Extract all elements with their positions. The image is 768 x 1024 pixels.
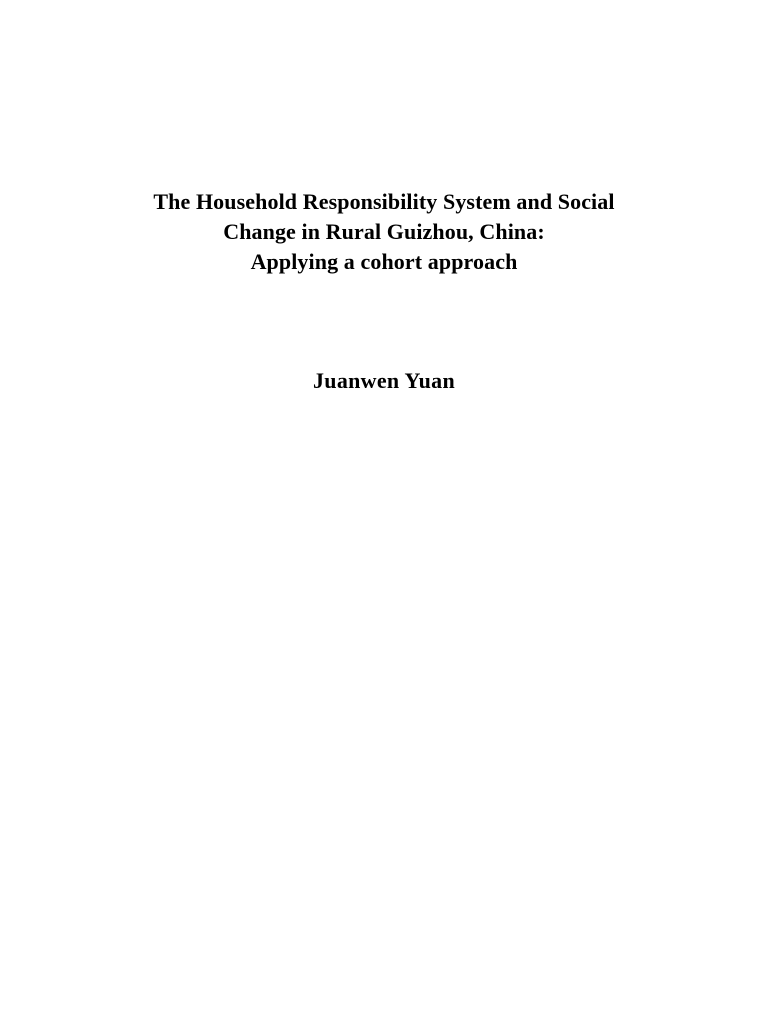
title-line-2: Change in Rural Guizhou, China: xyxy=(223,219,545,244)
title-line-1: The Household Responsibility System and Social xyxy=(153,189,615,214)
title-line-3: Applying a cohort approach xyxy=(250,249,518,274)
author-name: Juanwen Yuan xyxy=(313,368,455,393)
document-title xyxy=(0,187,768,277)
